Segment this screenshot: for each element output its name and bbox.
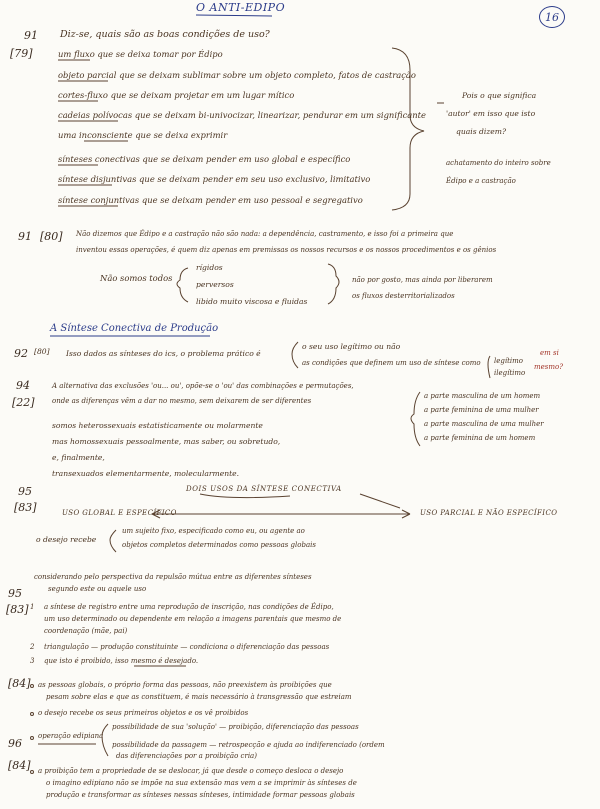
use-label-left: USO GLOBAL E ESPECÍFICO [62,509,177,517]
item-line: triangulação — produção constituinte — condiciona o diferenciação das pessoas [44,643,330,651]
paragraph-line: o desejo recebe os seus primeiros objetos e os vê proibidos [38,709,249,717]
section-ref: [79] [10,47,33,60]
item-line: que isto é proibido, isso mesmo é desejado. [44,657,199,665]
list-item: transexuados elementarmente, molecularmente. [52,469,240,478]
page-title: O ANTI-EDIPO [196,1,286,14]
curly-bracket [292,342,298,368]
curly-bracket [488,356,490,378]
intro-line: segundo este ou aquele uso [48,585,147,593]
desejo-label: o desejo recebe [36,535,97,544]
paragraph-line: inventou essas operações, é quem diz apenas em premissas os nossos recursos e os nossos procedimentos e os gênios [76,246,497,254]
option-line: as condições que definem um uso de síntese como [302,359,481,367]
curly-bracket [411,392,420,446]
list-item: rígidos [196,263,223,272]
item-line: a síntese de registro entre uma reprodução de inscrição, nas condições de Édipo, [44,603,334,611]
section-number: 95 [18,485,32,498]
legit-option: ilegítimo [494,369,526,377]
paragraph-line: as pessoas globais, o próprio forma das pessoas, não preexistem às proibições que [38,681,332,689]
paragraph-line: A alternativa das exclusões 'ou... ou', opõe-se o 'ou' das combinações e permutações, [52,382,354,390]
item-mark: 3 [30,657,35,665]
page-number: 16 [545,10,559,24]
item-line: um uso determinado ou dependente em relação a imagens parentais que mesmo de [44,615,342,623]
list-item: objeto parcial que se deixam sublimar sobre um objeto completo, fatos de castração [58,70,416,80]
sub-item: possibilidade de sua 'solução' — proibição, diferenciação das pessoas [112,723,359,731]
right-list-item: a parte feminina de uma mulher [424,406,539,414]
sub-item: das diferenciações por a proibição cria) [116,752,257,760]
bullet [31,685,34,688]
list-item: um fluxo que se deixa tomar por Édipo [58,49,223,59]
sub-item: possibilidade da passagem — retrospecção e ajuda ao indiferenciado (ordem [112,741,385,749]
list-item: somos heterossexuais estatisticamente ou molarmente [52,421,263,430]
section-heading: A Síntese Conectiva de Produção [50,323,219,334]
curly-bracket [328,264,339,304]
paragraph-line: a proibição tem a propriedade de se deslocar, já que desde o começo desloca o desejo [38,767,344,775]
list-item: libido muito viscosa e fluidas [196,297,308,306]
paragraph-line: o imagino edipiano não se impõe na sua extensão mas vem a se imprimir às sínteses de [46,779,357,787]
side-question: quais dizem? [456,127,507,136]
margin-note: mesmo? [534,363,563,371]
operacao-label: operação edipiana [38,732,104,740]
intro-line: considerando pelo perspectiva da repulsão mútua entre as diferentes sínteses [34,573,312,581]
section-ref: [22] [12,396,35,409]
curly-bracket [102,724,108,756]
bracket-item: objetos completos determinados como pessoas globais [122,541,316,549]
curly-bracket [177,268,188,302]
paragraph-line: pesam sobre elas e que as constituem, é mais necessário à transgressão que estreiam [46,693,352,701]
right-list-item: a parte masculina de uma mulher [424,420,544,428]
list-item: síntese disjuntivas que se deixam pender em seu uso exclusivo, limitativo [58,174,371,184]
paragraph-line: onde as diferenças vêm a dar no mesmo, sem deixarem de ser diferentes [52,397,312,405]
section-ref: [80] [40,230,63,243]
paragraph-line: produção e transformar as sínteses nessas sínteses, intimidade formar pessoas globais [46,791,355,799]
legit-option: legítimo [494,357,524,365]
arrow-line [360,494,400,508]
side-note: os fluxos desterritorializados [352,292,455,300]
section-number: 91 [18,230,32,243]
section-ref: [84] [8,759,31,772]
side-question: Pois o que significa [462,91,537,100]
section-number: 94 [16,379,30,392]
item-line: coordenação (mãe, pai) [44,627,128,635]
list-item: mas homossexuais pessoalmente, mas saber, ou sobretudo, [52,437,281,446]
list-item: síntese conjuntivas que se deixam pender em uso pessoal e segregativo [58,195,363,205]
margin-note: em si [540,349,559,357]
section-ref: [80] [34,347,50,356]
option-line: o seu uso legítimo ou não [302,342,401,351]
list-item: e, finalmente, [52,453,105,462]
nao-somos-label: Não somos todos [100,273,173,283]
bullet [31,737,34,740]
list-item: uma inconsciente que se deixa exprimir [58,130,228,140]
side-note: Édipo e a castração [446,177,516,185]
list-item: sínteses conectivas que se deixam pender em uso global e específico [58,154,351,164]
item-mark: 1 [30,603,35,611]
section-number: 91 [24,29,38,42]
section-ref: [83] [6,603,29,616]
section-number: 92 [14,347,28,360]
section-number: 96 [8,737,22,750]
paragraph-line: Isso dados as sínteses do ics, o problema prático é [66,349,261,358]
bracket-item: um sujeito fixo, especificado como eu, ou agente ao [122,527,305,535]
use-label-right: USO PARCIAL E NÃO ESPECÍFICO [420,509,558,517]
section-number: 95 [8,587,22,600]
side-note: achatamento do inteiro sobre [446,159,551,167]
bullet [31,713,34,716]
list-item: cadeias polívocas que se deixam bi-univocizar, linearizar, pendurar em um significante [58,110,426,120]
curly-bracket [392,48,424,210]
side-note: não por gosto, mas ainda por liberarem [352,276,493,284]
section-ref: [84] [8,677,31,690]
arrow-label: DOIS USOS DA SÍNTESE CONECTIVA [186,485,342,493]
title-underline [196,15,272,16]
section-question: Diz-se, quais são as boas condições de uso? [60,29,270,40]
list-item: cortes-fluxo que se deixam projetar em um lugar mítico [58,90,295,100]
paragraph-line: Não dizemos que Édipo e a castração não são nada: a dependência, castramento, e isso foi a primeira que [76,230,454,238]
side-question: 'autor' em isso que isto [446,109,536,118]
bullet [31,771,34,774]
list-item: perversos [196,280,234,289]
right-list-item: a parte masculina de um homem [424,392,541,400]
curly-bracket [110,530,116,552]
arrow-line [200,494,290,498]
right-list-item: a parte feminina de um homem [424,434,536,442]
item-mark: 2 [30,643,35,651]
section-ref: [83] [14,501,37,514]
